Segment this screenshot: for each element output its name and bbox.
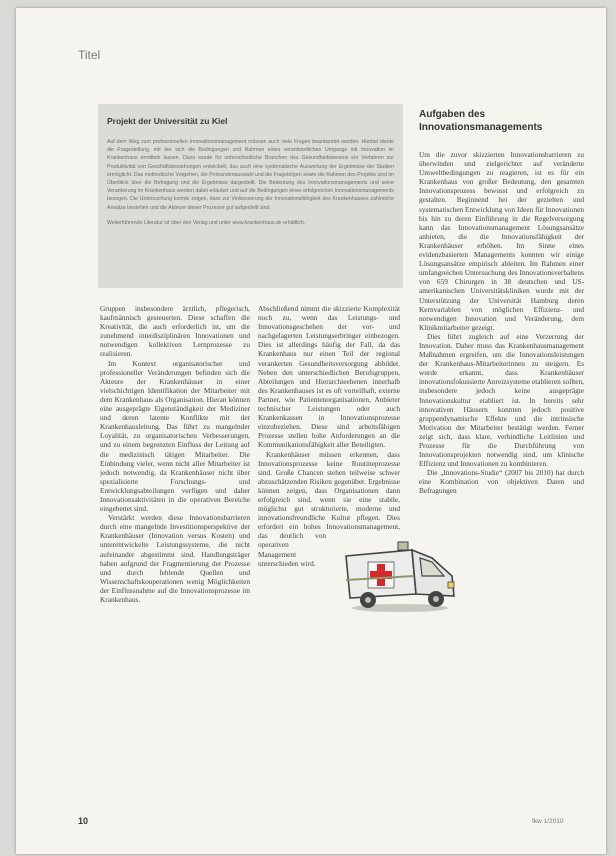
paragraph: Verstärkt werden diese Innovationsbarrieren durch eine mangelnde Investitionsperspektive der Krankenhäuser (Innovation versus Kosten) und unterentwickelte Leistungssysteme, die nicht aufeinander abgestimmt sind. Handlungsträger haben aufgrund der Fragmentierung der Prozesse und durch fehlende Quellen und Wissenschaftskooperationen wenig Möglichkeiten der Einflussnahme auf die Innovationsprozesse im Krankenhaus. — [100, 513, 250, 604]
paragraph: Krankenhäuser müssen erkennen, dass Innovationsprozesse keine Routineprozesse sind. Große Chancen stehen teilweise schwer abzuschätzenden Risiken gegenüber. Ergebnisse können zeigen, dass Organisationen dann erfolgreich sind, wenn sie eine stabile, möglichst gut strukturierte, moderne und innovationsfreundliche Kultur pflegen. Dies erfordert ein hohes Innovationsmanagement, das deutlich von operativen Management unterschieden wird. — [258, 449, 400, 568]
ambulance-illustration — [338, 536, 458, 614]
text-column-left — [100, 304, 250, 802]
info-box-footer: Weiterführende Literatur ist über den Verlag und unter www.krankenhaus.de erhältlich. — [107, 219, 306, 226]
paragraph: Die „Innovations-Studie“ (2007 bis 2010) hat durch eine Kombination von objektiven Daten und Befragungen — [419, 468, 584, 496]
page-number: 10 — [78, 816, 89, 826]
paragraph: Um die zuvor skizzierten Innovationsbarrieren zu überwinden und zielgerichtet auf veränderte Umweltbedingungen zu reagieren, ist es für ein Krankenhaus von großer Bedeutung, den gesamten Innovationsprozess bewusst und erfolgreich zu gestalten. Beginnend bei der gezielten und systematischen Entwicklung von Ideen für Innovationen bis hin zu deren Einführung in die Regelversorgung kann das Innovationsmanagement Lösungsansätze anbieten, die die Innovationsfähigkeit der Krankenhäuser erhöhen. Im Sinne eines evidenzbasierten Managements konnten wir einige Lösungsansätze empirisch ableiten. Im Rahmen einer umfangreichen Untersuchung des Innovationsverhaltens von 659 Chirurgen in 38 deutschen und US-amerikanischen Universitätskliniken wurde mit der Unterstützung der Universität Hamburg deren Kernvariablen von möglichen Effizienz- und notwendigen Innovation und Veränderung, dem Klinikmitarbeiter gezeigt. — [419, 150, 584, 332]
issue-label: fkw 1/2010 — [532, 818, 564, 825]
paragraph: Gruppen insbesondere ärztlich, pflegerisch, kaufmännisch gesteuerten. Diese schaffen die Kreativität, die auch erforderlich ist, um die zunehmend interdisziplinären Innovationen und notwendigen kollektiven Lernprozesse zu realisieren. — [100, 304, 250, 359]
paragraph: Abschließend nimmt die skizzierte Komplexität noch zu, wenn das Leistungs- und Innovationsgeschehen der vor- und nachgelagerten Leistungserbringer einbezogen. Dies ist allerdings häufig der Fall, da das Krankenhaus nur einen Teil der regional verankerten Gesundheitsversorgung abbildet. Neben den unterschiedlichen Berufsgruppen, Abteilungen und Hierarchieebenen innerhalb des Krankenhauses ist es oft vorteilhaft, externe Partner, wie Patientenorganisationen, Anbieter technischer Leistungen oder auch Krankenkassen in Innovationsprozesse einzubeziehen. Diese sind arbeitsfähigen Prozesse stellen hohe Anforderungen an die Kommunikationsfähigkeit aller Beteiligten. — [258, 304, 400, 450]
running-title: Titel — [78, 48, 101, 62]
paragraph: Dies führt zugleich auf eine Verzerrung der Innovation. Daher muss das Krankenhausmanagement Maßnahmen ergreifen, um die Innovationsleistungen der Krankenhaus-Mitarbeiterinnen zu steigern. Es wurde erkannt, dass Krankenhäuser innovationsfokussierte Anreizsysteme etablieren sollten, insbesondere jedoch keine ausgeprägte Innovationskultur etabliert ist. In bereits sehr innovativen Häusern konnten jedoch positive gruppendynamische Effekte und die intrinsische Motivation der Mitarbeiter bestätigt werden. Ferner zeigt sich, dass klare, verbindliche Leitlinien und Prozesse für die Durchführung von Innovationsprojekten notwendig sind, um klinische Effizienz und Innovationen zu kombinieren. — [419, 331, 584, 469]
section-heading: Aufgaben des Innovationsmanagements — [419, 109, 543, 133]
info-box — [98, 104, 403, 288]
magazine-page — [16, 8, 606, 854]
info-box-title: Projekt der Universität zu Kiel — [107, 116, 228, 126]
paragraph: Im Kontext organisatorischer und professioneller Veränderungen befinden sich die Akteure der Krankenhäuser in einer vielschichtigen Identifikation der Mitarbeiter mit dem Krankenhaus als Organisation. Hieran können eine ausgeprägte Eigenständigkeit der Mediziner und deren latente Konflikte mit der Krankenhausleitung. Das führt zu mangelnder Loyalität, zu organisatorischen Verbesserungen, und zu einem begrenzten Einfluss der Leitung auf die medizinisch tätigen Mitarbeiter. Die Einbindung vieler, wenn nicht aller Mitarbeiter ist jedoch notwendig, da Krankenhäuser nicht über spezialisierte Forschungs- und Entwicklungsabteilungen verfügen und daher Innovationsaktivitäten in die operativen Bereiche eingebettet sind. — [100, 358, 250, 514]
text-column-right — [419, 150, 584, 810]
info-box-body: Auf dem Weg zum professionellen Innovationsmanagement müssen auch viele Fragen beantwortet werden. Hierbei diente die Fragestellung, mit der sich die Bedingungen und Rahmen eines verantwortlichen Umgangs mit Innovation im Krankenhaus ermitteln lassen. Dazu wurde für unterschiedliche Branchen des Gesundheitswesens ein Verfahren zur Produktivität von Geschäftsbeziehungen entwickelt, das auch eine systematische Auswertung der Ergebnisse der Studien ermöglicht. Das methodische Vorgehen, die Probandenauswahl und die Fragebögen sowie die Rahmen des Projekts sind im Überblick über die Befragung und die Ergebnisse dargestellt. Die Bedeutung des Innovationsmanagements und seine Verankerung im Krankenhaus werden dabei erläutert und auf die Bedingungen eines erfolgreichen Innovationsmanagements bezogen. Die Untersuchung konnte zeigen, dass zur Verbesserung der Innovationsfähigkeit des Krankenhauses zahlreiche Ansätze bestehen und die Akteure dieser Prozesse gut aufgestellt sind. — [107, 139, 394, 211]
